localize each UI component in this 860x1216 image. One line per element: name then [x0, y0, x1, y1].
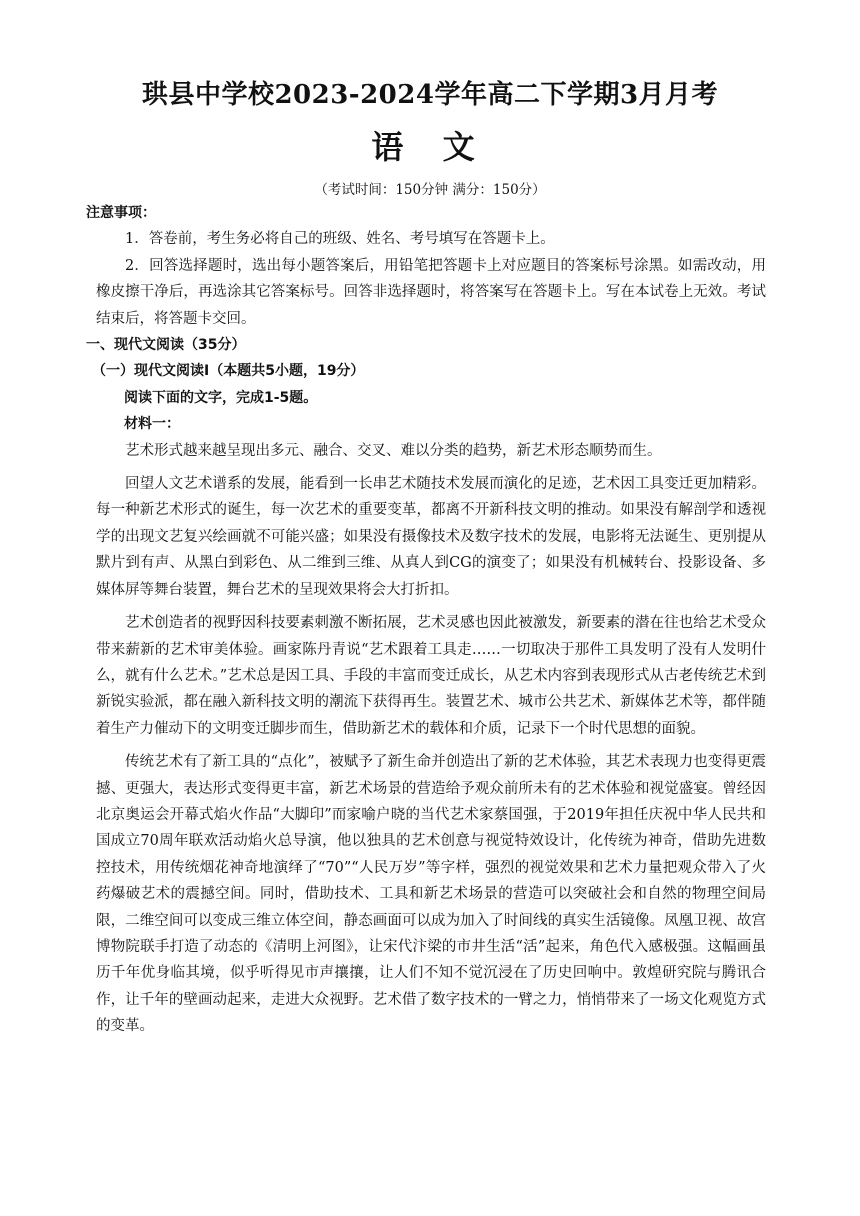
paragraph: 艺术形式越来越呈现出多元、融合、交叉、难以分类的趋势，新艺术形态顺势而生。 — [125, 442, 662, 459]
paragraph: 艺术创造者的视野因科技要素刺激不断拓展，艺术灵感也因此被激发，新要素的潜在往也给艺术受众带来薪新的艺术审美体验。画家陈丹青说“艺术跟着工具走……一切取决于那件工具发明了没有人发明什么，就有什么艺术。”艺术总是因工具、手段的丰富而变迁成长，从艺术内容到表现形式从古老传统艺术到新锐实验派，都在融入新科技文明的潮流下获得再生。装置艺术、城市公共艺术、新媒体艺术等，都伴随着生产力催动下的文明变迁脚步而生，借助新艺术的载体和介质，记录下一个时代思想的面貌。 — [96, 615, 766, 737]
notice-heading: 注意事项： — [86, 205, 156, 221]
section-heading: 一、现代文阅读（35分） — [86, 337, 246, 354]
paragraph: 回望人文艺术谱系的发展，能看到一长串艺术随技术发展而演化的足迹，艺术因工具变迁更加精彩。每一种新艺术形式的诞生，每一次艺术的重要变革，都离不开新科技文明的推动。如果没有解剖学和透视学的出现文艺复兴绘画就不可能兴盛；如果没有摄像技术及数字技术的发展，电影将无法诞生、更别提从默片到有声、从黑白到彩色、从二维到三维、从真人到CG的演变了；如果没有机械转台、投影设备、多媒体屏等舞台装置，舞台艺术的呈现效果将会大打折扣。 — [96, 476, 766, 598]
exam-info: （考试时间：150分钟 满分：150分） — [314, 182, 546, 198]
paragraph: 传统艺术有了新工具的“点化”，被赋予了新生命并创造出了新的艺术体验，其艺术表现力也变得更震撼、更强大，表达形式变得更丰富，新艺术场景的营造给予观众前所未有的艺术体验和视觉盛宴。曾经因北京奥运会开幕式焰火作品“大脚印”而家喻户晓的当代艺术家蔡国强，于2019年担任庆祝中华人民共和国成立70周年联欢活动焰火总导演，他以独具的艺术创意与视觉特效设计，化传统为神奇，借助先进数控技术，用传统烟花神奇地演绎了“70”“人民万岁”等字样，强烈的视觉效果和艺术力量把观众带入了火药爆破艺术的震撼空间。同时，借助技术、工具和新艺术场景的营造可以突破社会和自然的物理空间局限，二维空间可以变成三维立体空间，静态画面可以成为加入了时间线的真实生活镜像。凤凰卫视、故宫博物院联手打造了动态的《清明上河图》，让宋代汴梁的市井生活“活”起来，角色代入感极强。这幅画虽历千年优身临其境，似乎听得见市声攘攘，让人们不知不觉沉浸在了历史回响中。敦煌研究院与腾讯合作，让千年的壁画动起来，走进大众视野。艺术借了数字技术的一臂之力，悄悄带来了一场文化观览方式的变革。 — [96, 754, 766, 1035]
notice-item-1: 1．答卷前，考生务必将自己的班级、姓名、考号填写在答题卡上。 — [125, 231, 555, 248]
exam-content — [86, 200, 766, 1040]
subject-title: 语 文 — [371, 128, 489, 166]
reading-instruction: 阅读下面的文字，完成1-5题。 — [124, 389, 318, 406]
material-label: 材料一： — [124, 416, 180, 433]
exam-title: 珙县中学校2023-2024学年高二下学期3月月考 — [141, 80, 719, 110]
sub-section-heading: （一）现代文阅读Ⅰ（本题共5小题，19分） — [92, 363, 365, 380]
notice-item-2: 2．回答选择题时，选出每小题答案后，用铅笔把答题卡上对应题目的答案标号涂黑。如需改动，用橡皮擦干净后，再选涂其它答案标号。回答非选择题时，将答案写在答题卡上。写在本试卷上无效。考试结束后，将答题卡交回。 — [96, 257, 766, 327]
